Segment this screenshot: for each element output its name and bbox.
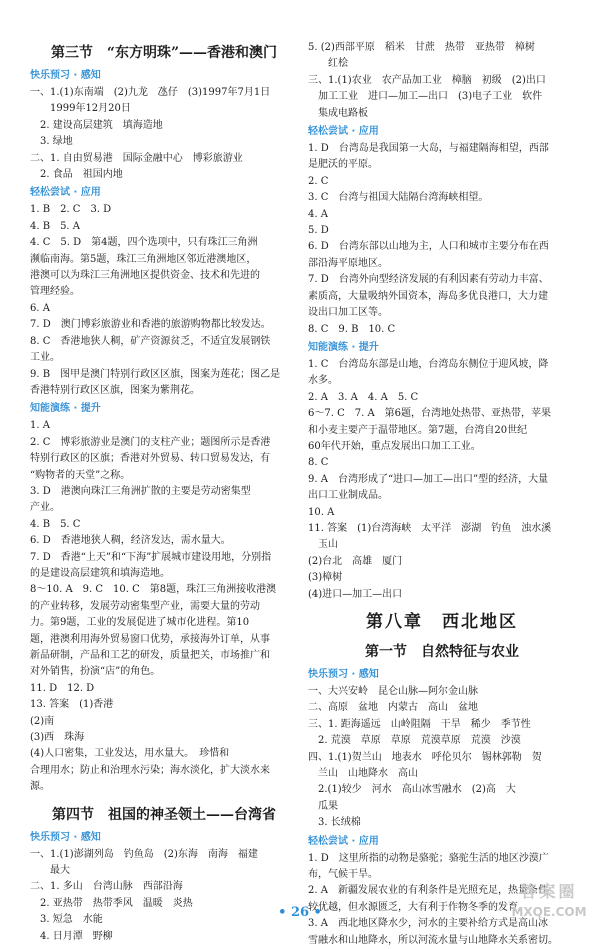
answer-line: (3)樟树: [308, 572, 343, 584]
right-column: [308, 40, 576, 949]
answer-line: 4. A: [308, 208, 328, 220]
answer-line: 一、大兴安岭 昆仑山脉—阿尔金山脉: [308, 686, 478, 697]
answer-line: 的是建设高层建筑和填海造地。: [30, 567, 170, 579]
section-3-title: 第三节 “东方明珠”——香港和澳门: [50, 45, 278, 61]
answer-line: (2)台北 高雄 厦门: [308, 555, 403, 567]
answer-line: “购物者的天堂”之称。: [30, 469, 131, 481]
answer-line: 3. C 台湾与祖国大陆隔台湾海峡相望。: [308, 192, 489, 204]
answer-line: (2)南: [30, 715, 55, 727]
answer-line: 管理经验。: [30, 286, 80, 298]
answer-line: 港澳可以为珠江三角洲地区提供资金、技术和先进的: [30, 270, 260, 282]
answer-line: (4)进口—加工—出口: [308, 588, 403, 600]
sub-head-improve: 知能演练 · 提升: [30, 403, 101, 415]
answer-line: (4)人口密集，工业发达，用水量大。 珍惜和: [30, 748, 230, 760]
practice-answers: [30, 202, 298, 399]
watermark-logo: [505, 880, 593, 926]
answer-line: 1. B 2. C 3. D: [30, 204, 112, 216]
answer-line: 2. C 博彩旅游业是澳门的支柱产业；题图所示是香港: [30, 436, 271, 448]
answer-line: 8. C 9. B 10. C: [308, 323, 396, 335]
sub-head-practice-r: 轻松尝试 · 应用: [308, 126, 379, 138]
answer-line: 3. 短急 水能: [30, 914, 103, 926]
answer-line: 香港特别行政区区旗，图案为紫荆花。: [30, 384, 200, 396]
answer-line: 2. 荒漠 草原 草原 荒漠草原 荒漠 沙漠: [308, 735, 521, 747]
answer-line: 三、1. 距海遥远 山岭阻隔 干旱 稀少 季节性: [308, 718, 531, 730]
answer-line: 4. B 5. C: [30, 518, 81, 530]
question-13-answers: [30, 697, 298, 795]
answer-line: 对外销售，扮演“店”的角色。: [30, 666, 161, 678]
answer-line: 11. D 12. D: [30, 682, 95, 694]
page-number: • 26 •: [278, 905, 322, 920]
answer-line: 工业。: [30, 352, 60, 364]
answer-line: 濒临南海。第5题，珠江三角洲地区邻近港澳地区，: [30, 253, 257, 265]
answer-line: 2. A 新疆发展农业的有利条件是光照充足，热量条件: [308, 885, 548, 897]
sub-head-practice: 轻松尝试 · 应用: [30, 187, 101, 199]
answer-line: 合理用水；防止和治理水污染；海水淡化，扩大淡水来: [30, 764, 270, 776]
answer-line: 1. C 台湾岛东部是山地，台湾岛东侧位于迎风坡，降: [308, 358, 549, 370]
answer-line: 源。: [30, 781, 50, 793]
answer-line: 特别行政区的区旗；香港对外贸易、转口贸易发达，有: [30, 453, 270, 465]
preview-answers: [30, 85, 298, 183]
chapter-8-title: 第八章 西北地区: [366, 612, 518, 632]
answer-line: 一、1.(1)东南端 (2)九龙 氹仔 (3)1997年7月1日: [30, 87, 271, 98]
sub-head-preview-r: 快乐预习 · 感知: [308, 669, 379, 680]
answer-line: 和小麦主要产于温带地区。第7题，台湾自20世纪: [308, 424, 528, 436]
answer-line: 60年代开始，重点发展出口加工工业。: [308, 440, 481, 452]
answer-line: 设出口加工区等。: [308, 307, 388, 319]
answer-line: 水多。: [308, 375, 338, 387]
improve-answers: [30, 418, 298, 697]
left-column: [30, 40, 298, 945]
answer-line: 6～7. C 7. A 第6题，台湾地处热带、亚热带，苹果: [308, 408, 552, 420]
answer-line: 二、高原 盆地 内蒙古 高山 盆地: [308, 702, 478, 714]
sub-head-improve-r: 知能演练 · 提升: [308, 341, 379, 353]
answer-line: 产业。: [30, 502, 60, 514]
answer-line: 瓜果: [308, 800, 338, 812]
answer-line: 2. 食品 祖国内地: [30, 169, 123, 181]
answer-line: 8. C: [308, 457, 329, 469]
answer-line: 玉山: [308, 539, 338, 551]
watermark-text-top: 答案圈: [520, 882, 578, 901]
answer-line: 集成电路板: [308, 107, 368, 119]
answer-line: 四、1.(1)贺兰山 地表水 呼伦贝尔 锡林郭勒 贺: [308, 751, 542, 763]
answer-line: (3)西 珠海: [30, 732, 85, 744]
answer-line: 4. 日月潭 野柳: [30, 930, 113, 942]
answer-line: 3. 绿地: [30, 136, 73, 148]
answer-line: 雪融水和山地降水，所以河流水量与山地降水关系密切。: [308, 934, 558, 946]
answer-line: 4. B 5. A: [30, 220, 81, 232]
answer-line: 3. D 港澳向珠江三角洲扩散的主要是劳动密集型: [30, 485, 251, 497]
answer-line: 2. 亚热带 热带季风 温暖 炎热: [30, 897, 193, 909]
answer-line: 5. (2)西部平原 稻米 甘蔗 热带 亚热带 樟树: [308, 42, 535, 53]
answer-line: 3. A 西北地区降水少，河水的主要补给方式是高山冰: [308, 918, 548, 930]
answer-line: 8. C 香港地狭人稠，矿产资源贫乏，不适宜发展钢铁: [30, 335, 271, 347]
answer-line: 最大: [30, 865, 70, 877]
answer-line: 9. B 图甲是澳门特别行政区区旗，图案为莲花；图乙是: [30, 368, 281, 380]
answer-line: 8～10. A 9. C 10. C 第8题，珠江三角洲接收港澳: [30, 584, 277, 596]
answer-line: 1999年12月20日: [30, 103, 131, 115]
answer-line: 新品研制，产品和工艺的研发，质量把关，市场推广和: [30, 650, 270, 661]
answer-line: 二、1. 多山 台湾山脉 西部沿海: [30, 881, 183, 893]
answer-line: 6. A: [30, 302, 50, 314]
sub-head-preview: 快乐预习 · 感知: [30, 70, 101, 81]
answer-line: 出口工业制成品。: [308, 490, 388, 502]
answer-line: 力。第9题，工业的发展促进了城市化进程。第10: [30, 617, 250, 629]
answer-line: 10. A: [308, 506, 335, 518]
answer-line: 4. C 5. D 第4题，四个选项中，只有珠江三角洲: [30, 237, 258, 249]
answer-line: 7. D 香港“上天”和“下海”扩展城市建设用地，分别指: [30, 551, 272, 563]
answer-line: 1. D 这里所指的动物是骆驼；骆驼生活的地区沙漠广: [308, 852, 549, 864]
watermark-text-bottom: MXQE.COM: [511, 905, 587, 919]
preview-answers-r: [308, 684, 576, 832]
answer-line: 13. 答案 (1)香港: [30, 699, 114, 711]
answer-line: 11. 答案 (1)台湾海峡 太平洋 澎湖 钓鱼 浊水溪: [308, 522, 552, 534]
answer-line: 二、1. 自由贸易港 国际金融中心 博彩旅游业: [30, 152, 243, 164]
answer-line: 1. A: [30, 420, 50, 432]
answer-line: 2. 建设高层建筑 填海造地: [30, 119, 163, 131]
sub-head-practice-r2: 轻松尝试 · 应用: [308, 835, 379, 847]
answer-line: 红桧: [308, 58, 348, 70]
answer-line: 3. 长绒棉: [308, 817, 361, 829]
chapter-8-section-1-title: 第一节 自然特征与农业: [365, 644, 519, 660]
answer-line: 题，港澳利用海外贸易窗口优势，承接海外订单，从事: [30, 633, 270, 645]
answer-line: 一、1.(1)澎湖列岛 钓鱼岛 (2)东海 南海 福建: [30, 848, 258, 860]
answer-line: 三、1.(1)农业 农产品加工业 樟脑 初级 (2)出口: [308, 74, 546, 86]
answer-line: 1. D 台湾岛是我国第一大岛，与福建隔海相望，西部: [308, 143, 549, 155]
answer-line: 2. A 3. A 4. A 5. C: [308, 391, 419, 403]
answer-line: 的产业转移，发展劳动密集型产业，需要大量的劳动: [30, 600, 260, 612]
answer-line: 是肥沃的平原。: [308, 159, 378, 171]
section-4-title: 第四节 祖国的神圣领土——台湾省: [52, 806, 276, 823]
answer-line: 7. D 台湾外向型经济发展的有利因素有劳动力丰富、: [308, 274, 549, 286]
answer-line: 布，气候干旱。: [308, 869, 378, 881]
answer-line: 较优越，但水源匮乏，大有利于作物冬季的发育。: [308, 901, 528, 913]
answer-line: 素质高，大量吸纳外国资本，海岛多优良港口，大力建: [308, 290, 548, 302]
answer-line: 9. A 台湾形成了“进口—加工—出口”型的经济，大量: [308, 473, 549, 485]
preview-answers-2: [30, 847, 298, 945]
practice-answers-r: [308, 141, 576, 338]
answer-line: 6. D 香港地狭人稠，经济发达，需水量大。: [30, 535, 231, 547]
continued-answers: [308, 40, 576, 122]
answer-line: 2.(1)较少 河水 高山冰雪融水 (2)高 大: [308, 784, 516, 796]
answer-line: 加工工业 进口—加工—出口 (3)电子工业 软件: [308, 91, 543, 103]
answer-line: 5. D: [308, 225, 329, 237]
answer-line: 2. C: [308, 175, 329, 187]
sub-head-preview-2: 快乐预习 · 感知: [30, 831, 101, 843]
answer-line: 兰山 山地降水 高山: [308, 768, 418, 780]
answer-line: 7. D 澳门博彩旅游业和香港的旅游购物都比较发达。: [30, 319, 271, 331]
answer-line: 部沿海平原地区。: [308, 257, 388, 269]
improve-answers-r: [308, 357, 576, 603]
answer-line: 6. D 台湾东部以山地为主，人口和城市主要分布在西: [308, 241, 549, 253]
